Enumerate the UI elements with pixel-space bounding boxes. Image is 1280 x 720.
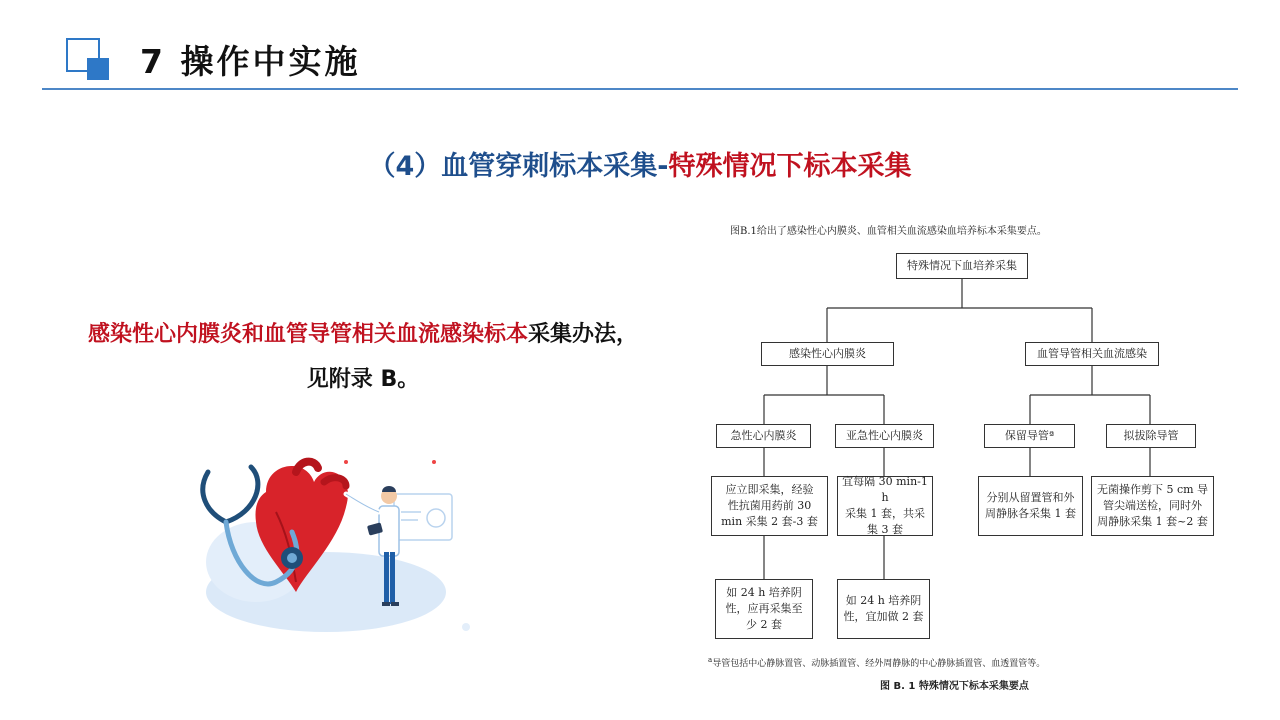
figure-footnote: $^a$导管包括中心静脉置管、动脉插置管、经外周静脉的中心静脉插置管、血透置管等。 (708, 656, 1046, 669)
node-subacute-negative: 如 24 h 培养阴 性，宜加做 2 套 (837, 579, 930, 639)
footnote-mark: a (708, 656, 713, 664)
node-subacute-detail: 宜每隔 30 min-1 h 采集 1 套，共采 集 3 套 (837, 476, 933, 536)
node-retained-detail: 分别从留置管和外 周静脉各采集 1 套 (978, 476, 1083, 536)
description-highlight: 感染性心内膜炎和血管导管相关血流感染标本 (87, 322, 528, 347)
figure-caption: 图 B. 1 特殊情况下标本采集要点 (880, 681, 1029, 692)
node-subacute-endocarditis: 亚急性心内膜炎 (835, 424, 934, 448)
logo-icon (66, 38, 110, 82)
node-acute-endocarditis: 急性心内膜炎 (716, 424, 811, 448)
figure-intro-text: 图B.1给出了感染性心内膜炎、血管相关血流感染血培养标本采集要点。 (730, 226, 1047, 237)
description-line1 (22, 312, 704, 357)
node-infective-endocarditis: 感染性心内膜炎 (761, 342, 894, 366)
description (22, 312, 704, 402)
section-title (0, 144, 1280, 183)
node-catheter-bsi: 血管导管相关血流感染 (1025, 342, 1159, 366)
node-root: 特殊情况下血培养采集 (896, 253, 1028, 279)
node-removed-detail: 无菌操作剪下 5 cm 导 管尖端送检，同时外 周静脉采集 1 套~2 套 (1091, 476, 1214, 536)
node-acute-detail: 应立即采集，经验 性抗菌用药前 30 min 采集 2 套-3 套 (711, 476, 828, 536)
header-divider (42, 88, 1238, 90)
section-title-red: 特殊情况下标本采集 (668, 151, 912, 182)
description-line2: 见附录 B。 (306, 367, 420, 392)
node-retained-catheter: 保留导管ª (984, 424, 1075, 448)
doctor-heart-illustration (196, 452, 472, 638)
page-title: 7 操作中实施 (140, 42, 361, 81)
node-acute-negative: 如 24 h 培养阴 性，应再采集至 少 2 套 (715, 579, 813, 639)
node-remove-catheter: 拟拔除导管 (1106, 424, 1196, 448)
description-rest: 采集办法， (528, 322, 639, 347)
flowchart-figure (700, 216, 1260, 696)
section-title-blue: （4）血管穿刺标本采集- (368, 151, 669, 182)
